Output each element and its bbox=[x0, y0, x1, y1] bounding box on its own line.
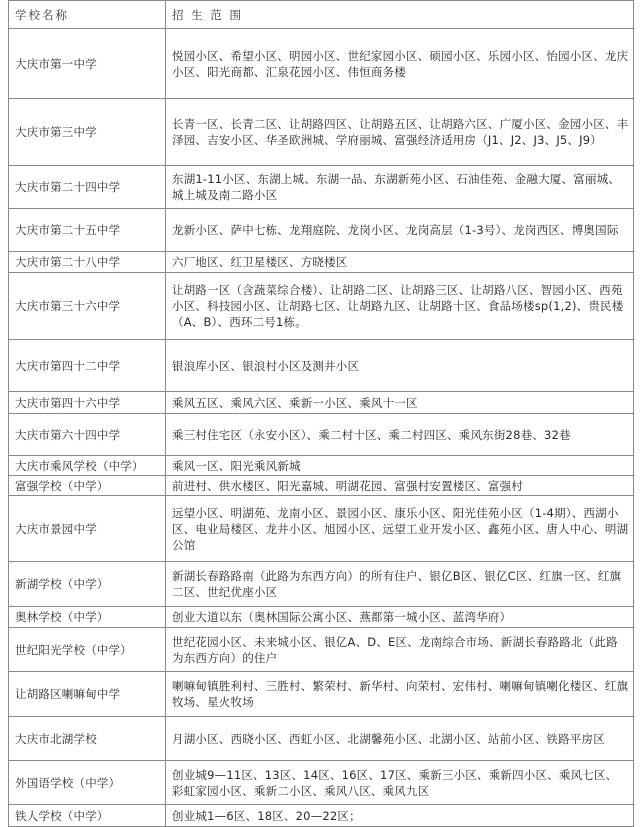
school-name: 大庆市第二十八中学 bbox=[9, 252, 166, 273]
enrollment-area: 悦园小区、希望小区、明园小区、世纪家园小区、硕园小区、乐园小区、怡园小区、龙庆小区、阳光商都、汇泉花园小区、伟恒商务楼 bbox=[166, 29, 634, 99]
table-row bbox=[9, 628, 634, 672]
school-name: 大庆市第六十四中学 bbox=[9, 414, 166, 456]
school-name: 外国语学校（中学） bbox=[9, 761, 166, 805]
table-row bbox=[9, 99, 634, 166]
table-row bbox=[9, 476, 634, 496]
school-name: 大庆市北湖学校 bbox=[9, 717, 166, 761]
header-school-name: 学校名称 bbox=[9, 1, 166, 29]
enrollment-area: 创业大道以东（奥林国际公寓小区、燕都第一城小区、蓝湾华府） bbox=[166, 607, 634, 628]
school-name: 大庆市第三十六中学 bbox=[9, 273, 166, 340]
table-row bbox=[9, 166, 634, 209]
enrollment-area: 创业城9—11区、13区、14区、16区、17区、乘新三小区、乘新四小区、乘风七区、彩虹家园小区、乘新二小区、乘风八区、乘风九区 bbox=[166, 761, 634, 805]
enrollment-table-sheet bbox=[8, 0, 634, 823]
enrollment-area: 六厂地区、红卫星楼区、方晓楼区 bbox=[166, 252, 634, 273]
school-name: 富强学校（中学） bbox=[9, 476, 166, 496]
header-enrollment-area: 招 生 范 围 bbox=[166, 1, 634, 29]
enrollment-table bbox=[8, 0, 634, 827]
school-name: 让胡路区喇嘛甸中学 bbox=[9, 672, 166, 717]
enrollment-area: 喇嘛甸镇胜利村、三胜村、繁荣村、新华村、向荣村、宏伟村、喇嘛甸镇喇化楼区、红旗牧场、星火牧场 bbox=[166, 672, 634, 717]
table-row bbox=[9, 562, 634, 607]
school-name: 新湖学校（中学） bbox=[9, 562, 166, 607]
table-row bbox=[9, 414, 634, 456]
enrollment-area: 乘风五区、乘风六区、乘新一小区、乘风十一区 bbox=[166, 392, 634, 414]
table-row bbox=[9, 717, 634, 761]
table-row bbox=[9, 607, 634, 628]
table-row bbox=[9, 209, 634, 252]
school-name: 大庆市第二十四中学 bbox=[9, 166, 166, 209]
enrollment-area: 世纪花园小区、未来城小区、银亿A、D、E区、龙南综合市场、新湖长春路路北（此路为东西方向）的住户 bbox=[166, 628, 634, 672]
school-name: 大庆市第三中学 bbox=[9, 99, 166, 166]
school-name: 大庆市景园中学 bbox=[9, 496, 166, 562]
school-name: 奥林学校（中学） bbox=[9, 607, 166, 628]
school-name: 大庆市第二十五中学 bbox=[9, 209, 166, 252]
table-row bbox=[9, 496, 634, 562]
enrollment-area: 银浪库小区、银浪村小区及测井小区 bbox=[166, 340, 634, 392]
table-row bbox=[9, 761, 634, 805]
table-row bbox=[9, 672, 634, 717]
enrollment-area: 龙新小区、萨中七栋、龙翔庭院、龙岗小区、龙岗高层（1-3号）、龙岗西区、博奥国际 bbox=[166, 209, 634, 252]
enrollment-area: 让胡路一区（含蔬菜综合楼）、让胡路二区、让胡路三区、让胡路八区、智园小区、西苑小区、科技园小区、让胡路七区、让胡路九区、让胡路十区、食品场楼sp(1,2)、贵民楼（A、B）、西环二号1栋。 bbox=[166, 273, 634, 340]
enrollment-area: 东湖1-11小区、东湖上城、东湖一品、东湖新苑小区、石油佳苑、金融大厦、富丽城、城上城及南二路小区 bbox=[166, 166, 634, 209]
school-name: 大庆市第四十二中学 bbox=[9, 340, 166, 392]
table-row bbox=[9, 392, 634, 414]
enrollment-area: 乘风一区、阳光乘风新城 bbox=[166, 456, 634, 476]
enrollment-area: 创业城1—6区、18区、20—22区； bbox=[166, 805, 634, 827]
school-name: 大庆市乘风学校（中学） bbox=[9, 456, 166, 476]
school-name: 大庆市第一中学 bbox=[9, 29, 166, 99]
table-row bbox=[9, 252, 634, 273]
school-name: 世纪阳光学校（中学） bbox=[9, 628, 166, 672]
enrollment-area: 前进村、供水楼区、阳光嘉城、明湖花园、富强村安置楼区、富强村 bbox=[166, 476, 634, 496]
enrollment-area: 新湖长春路路南（此路为东西方向）的所有住户、银亿B区、银亿C区、红旗一区、红旗二区、世纪优座小区 bbox=[166, 562, 634, 607]
table-row bbox=[9, 340, 634, 392]
school-name: 铁人学校（中学） bbox=[9, 805, 166, 827]
table-row bbox=[9, 805, 634, 827]
table-row bbox=[9, 273, 634, 340]
table-row bbox=[9, 456, 634, 476]
header-row bbox=[9, 1, 634, 29]
enrollment-area: 乘三村住宅区（永安小区）、乘二村十区、乘二村四区、乘风东街28巷、32巷 bbox=[166, 414, 634, 456]
enrollment-area: 长青一区、长青二区、让胡路四区、让胡路五区、让胡路六区、广厦小区、金园小区、丰泽园、吉安小区、华圣欧洲城、学府丽城、富强经济适用房（J1、J2、J3、J5、J9） bbox=[166, 99, 634, 166]
enrollment-area: 远望小区、明湖苑、龙南小区、景园小区、康乐小区、阳光佳苑小区（1-4期）、西湖小区、电业局楼区、龙井小区、旭园小区、远望工业开发小区、鑫苑小区、唐人中心、明湖公馆 bbox=[166, 496, 634, 562]
table-row bbox=[9, 29, 634, 99]
enrollment-area: 月湖小区、西晓小区、西虹小区、北湖馨苑小区、北湖小区、站前小区、铁路平房区 bbox=[166, 717, 634, 761]
school-name: 大庆市第四十六中学 bbox=[9, 392, 166, 414]
